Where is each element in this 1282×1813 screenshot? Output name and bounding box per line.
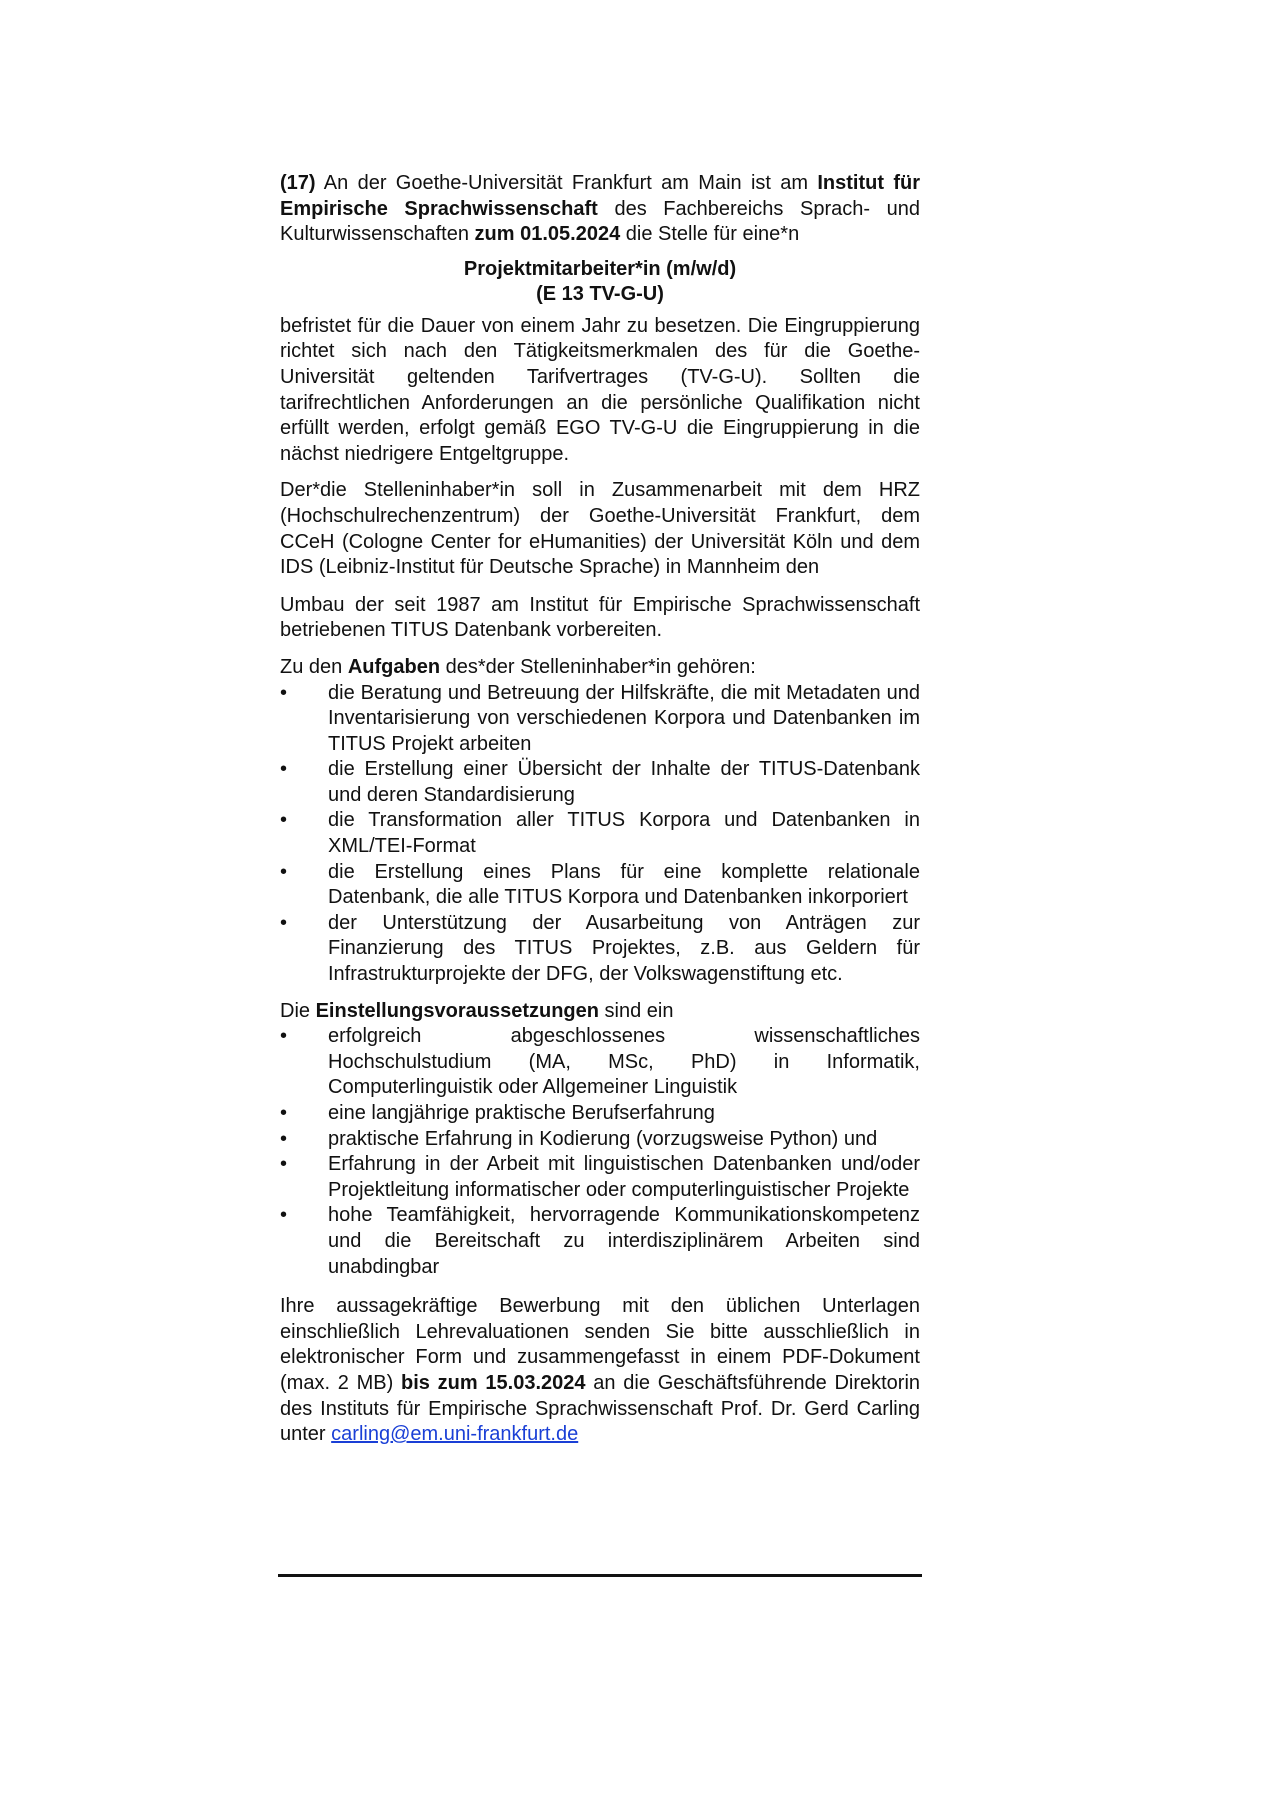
tasks-list	[280, 681, 920, 988]
intro-text-2: des Fachbereichs Sprach- und Kulturwissenschaften	[280, 197, 920, 246]
requirements-heading	[280, 999, 920, 1025]
position-title: Projektmitarbeiter*in (m/w/d)	[463, 257, 737, 280]
start-date: zum 01.05.2024	[474, 223, 621, 246]
terms-paragraph: befristet für die Dauer von einem Jahr zu besetzen. Die Eingruppierung richtet sich nach den Tätigkeitsmerkmalen des für die Goethe-Universität geltenden Tarifvertrages (TV-G-U). Sollten die tarifrechtlichen Anforderungen an die persönliche Qualifikation nicht erfüllt werden, erfolgt gemäß EGO TV-G-U die Eingruppierung in die nächst niedrigere Entgeltgruppe.	[280, 314, 920, 465]
list-item: • die Erstellung eines Plans für eine komplette relationale Datenbank, die alle TITUS Korpora und Datenbanken inkorporiert	[280, 860, 920, 911]
cooperation-paragraph: Der*die Stelleninhaber*in soll in Zusammenarbeit mit dem HRZ (Hochschulrechenzentrum) der Goethe-Universität Frankfurt, dem CCeH (Cologne Center for eHumanities) der Universität Köln und dem IDS (Leibniz-Institut für Deutsche Sprache) in Mannheim den	[280, 479, 920, 579]
application-paragraph	[280, 1294, 920, 1448]
tasks-heading	[280, 655, 920, 681]
position-grade: (E 13 TV-G-U)	[536, 282, 664, 305]
intro-text-1: An der Goethe-Universität Frankfurt am Main ist am	[315, 172, 818, 194]
requirements-list	[280, 1024, 920, 1280]
tasks-heading-post: des*der Stelleninhaber*in gehören:	[440, 655, 756, 678]
position-heading	[280, 257, 920, 307]
list-item: • praktische Erfahrung in Kodierung (vorzugsweise Python) und	[280, 1127, 920, 1153]
application-text-1: Ihre aussagekräftige Bewerbung mit den üblichen Unterlagen einschließlich Lehrevaluationen senden Sie bitte ausschließlich in elektronischer Form und zusammengefasst in einem PDF-Dokument (max. 2 MB)	[280, 1295, 920, 1394]
list-item: • der Unterstützung der Ausarbeitung von Anträgen zur Finanzierung des TITUS Projektes, z.B. aus Geldern für Infrastrukturprojekte der DFG, der Volkswagenstiftung etc.	[280, 911, 920, 988]
intro-text-3: die Stelle für eine*n	[620, 223, 800, 246]
list-item: • Erfahrung in der Arbeit mit linguistischen Datenbanken und/oder Projektleitung informatischer oder computerlinguistischer Projekte	[280, 1152, 920, 1203]
list-item: • erfolgreich abgeschlossenes wissenschaftliches Hochschulstudium (MA, MSc, PhD) in Informatik, Computerlinguistik oder Allgemeiner Linguistik	[280, 1024, 920, 1101]
list-item: • die Erstellung einer Übersicht der Inhalte der TITUS-Datenbank und deren Standardisierung	[280, 757, 920, 808]
list-item: • eine langjährige praktische Berufserfahrung	[280, 1101, 920, 1127]
job-posting	[280, 171, 920, 1448]
list-item: • die Beratung und Betreuung der Hilfskräfte, die mit Metadaten und Inventarisierung von verschiedenen Korpora und Datenbanken im TITUS Projekt arbeiten	[280, 681, 920, 758]
application-text-2: an die Geschäftsführende Direktorin des Instituts für Empirische Sprachwissenschaft Prof. Dr. Gerd Carling unter	[280, 1371, 921, 1446]
horizontal-rule	[278, 1574, 922, 1577]
requirements-heading-bold: Einstellungsvoraussetzungen	[315, 999, 599, 1022]
list-item: • die Transformation aller TITUS Korpora und Datenbanken in XML/TEI-Format	[280, 808, 920, 859]
intro-paragraph	[280, 171, 920, 248]
requirements-heading-post: sind ein	[598, 999, 674, 1022]
institute-name: Institut für Empirische Sprachwissenschaft	[280, 172, 921, 220]
deadline: bis zum 15.03.2024	[401, 1371, 586, 1394]
tasks-heading-bold: Aufgaben	[347, 655, 441, 678]
email-link[interactable]: carling@em.uni-frankfurt.de	[331, 1423, 579, 1446]
requirements-heading-pre: Die	[280, 999, 316, 1022]
posting-number: (17)	[280, 172, 316, 194]
list-item: • hohe Teamfähigkeit, hervorragende Kommunikationskompetenz und die Bereitschaft zu interdisziplinärem Arbeiten sind unabdingbar	[280, 1203, 920, 1280]
tasks-heading-pre: Zu den	[280, 655, 348, 678]
titus-paragraph: Umbau der seit 1987 am Institut für Empirische Sprachwissenschaft betriebenen TITUS Datenbank vorbereiten.	[280, 593, 920, 642]
